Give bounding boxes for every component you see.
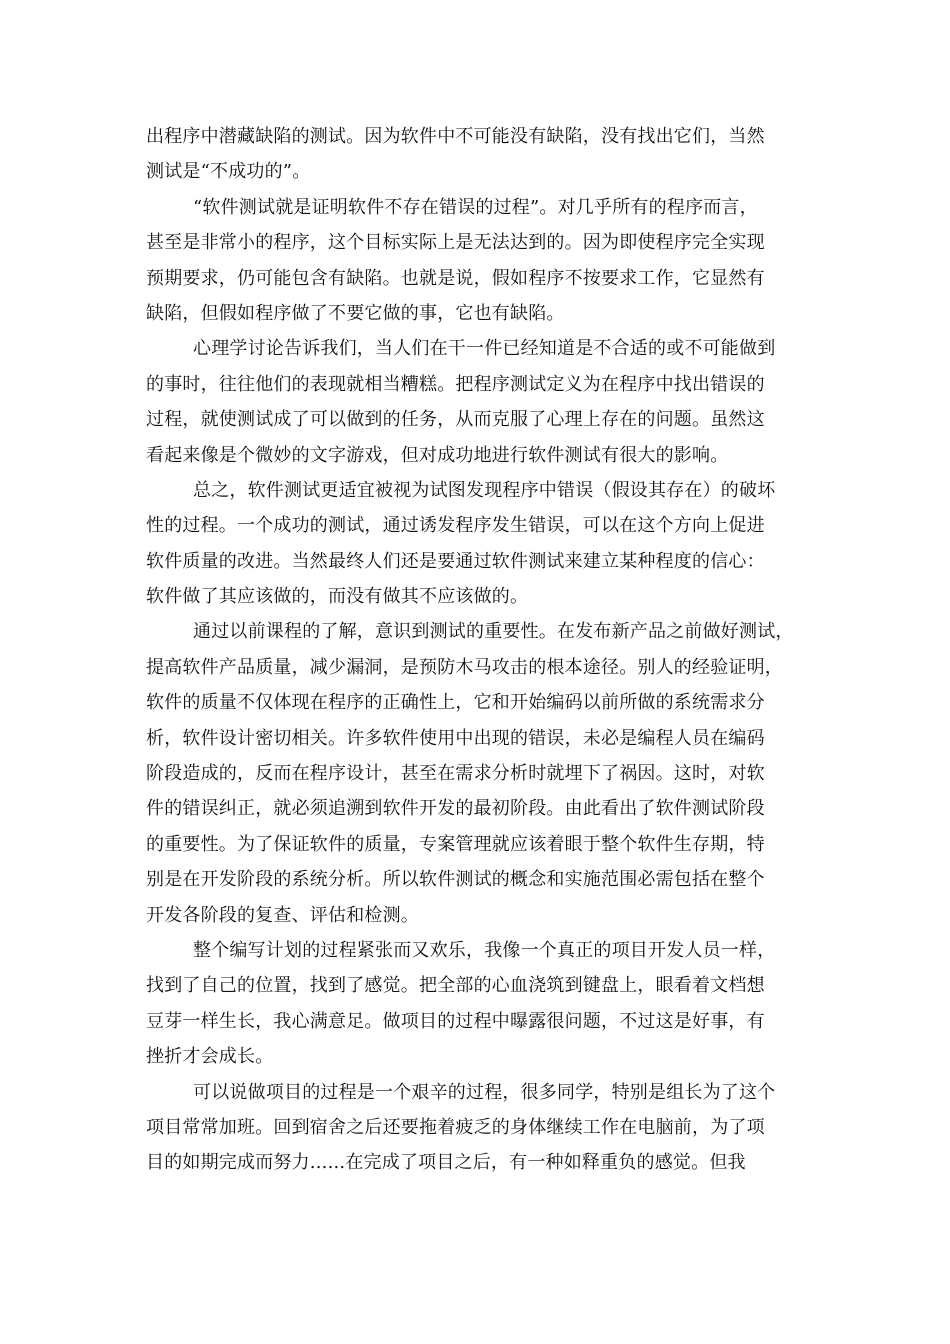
paragraph-first-line: 整个编写计划的过程紧张而又欢乐，我像一个真正的项目开发人员一样， [193, 939, 776, 961]
paragraph-first-line: “软件测试就是证明软件不存在错误的过程”。对几乎所有的程序而言， [193, 196, 758, 218]
text-line: 软件质量的改进。当然最终人们还是要通过软件测试来建立某种程度的信心： [146, 550, 765, 572]
text-line: 过程，就使测试成了可以做到的任务，从而克服了心理上存在的问题。虽然这 [146, 409, 765, 431]
text-line: 项目常常加班。回到宿舍之后还要拖着疲乏的身体继续工作在电脑前，为了项 [146, 1116, 765, 1138]
text-line: 的重要性。为了保证软件的质量，专案管理就应该着眼于整个软件生存期，特 [146, 833, 765, 855]
paragraph-first-line: 可以说做项目的过程是一个艰辛的过程，很多同学，特别是组长为了这个 [193, 1081, 776, 1103]
text-line: 目的如期完成而努力......在完成了项目之后，有一种如释重负的感觉。但我 [146, 1152, 746, 1174]
text-line: 析，软件设计密切相关。许多软件使用中出现的错误，未必是编程人员在编码 [146, 727, 765, 749]
document-body [146, 119, 810, 1181]
text-line: 挫折才会成长。 [146, 1046, 274, 1068]
text-line: 别是在开发阶段的系统分析。所以软件测试的概念和实施范围必需包括在整个 [146, 869, 765, 891]
text-line: 豆芽一样生长，我心满意足。做项目的过程中曝露很问题，不过这是好事，有 [146, 1010, 765, 1032]
text-line: 提高软件产品质量，减少漏洞，是预防木马攻击的根本途径。别人的经验证明， [146, 656, 783, 678]
text-line: 测试是“不成功的”。 [146, 161, 311, 183]
text-line: 看起来像是个微妙的文字游戏，但对成功地进行软件测试有很大的影响。 [146, 444, 729, 466]
paragraph-first-line: 通过以前课程的了解，意识到测试的重要性。在发布新产品之前做好测试， [193, 621, 794, 643]
text-line: 的事时，往往他们的表现就相当糟糕。把程序测试定义为在程序中找出错误的 [146, 373, 765, 395]
text-line: 软件的质量不仅体现在程序的正确性上，它和开始编码以前所做的系统需求分 [146, 692, 765, 714]
text-line: 开发各阶段的复查、评估和检测。 [146, 904, 419, 926]
text-line: 件的错误纠正，就必须追溯到软件开发的最初阶段。由此看出了软件测试阶段 [146, 798, 765, 820]
paragraph-first-line: 总之，软件测试更适宜被视为试图发现程序中错误（假设其存在）的破坏 [193, 479, 776, 501]
text-line: 缺陷，但假如程序做了不要它做的事，它也有缺陷。 [146, 302, 565, 324]
text-line: 甚至是非常小的程序，这个目标实际上是无法达到的。因为即使程序完全实现 [146, 232, 765, 254]
text-line: 出程序中潜藏缺陷的测试。因为软件中不可能没有缺陷，没有找出它们，当然 [146, 126, 765, 147]
text-line: 预期要求，仍可能包含有缺陷。也就是说，假如程序不按要求工作，它显然有 [146, 267, 765, 289]
text-line: 性的过程。一个成功的测试，通过诱发程序发生错误，可以在这个方向上促进 [146, 515, 765, 537]
paragraph-first-line: 心理学讨论告诉我们，当人们在干一件已经知道是不合适的或不可能做到 [193, 338, 776, 360]
text-line: 软件做了其应该做的，而没有做其不应该做的。 [146, 586, 529, 608]
text-line: 找到了自己的位置，找到了感觉。把全部的心血浇筑到键盘上，眼看着文档想 [146, 975, 765, 997]
text-line: 阶段造成的，反而在程序设计，甚至在需求分析时就埋下了祸因。这时，对软 [146, 763, 765, 785]
